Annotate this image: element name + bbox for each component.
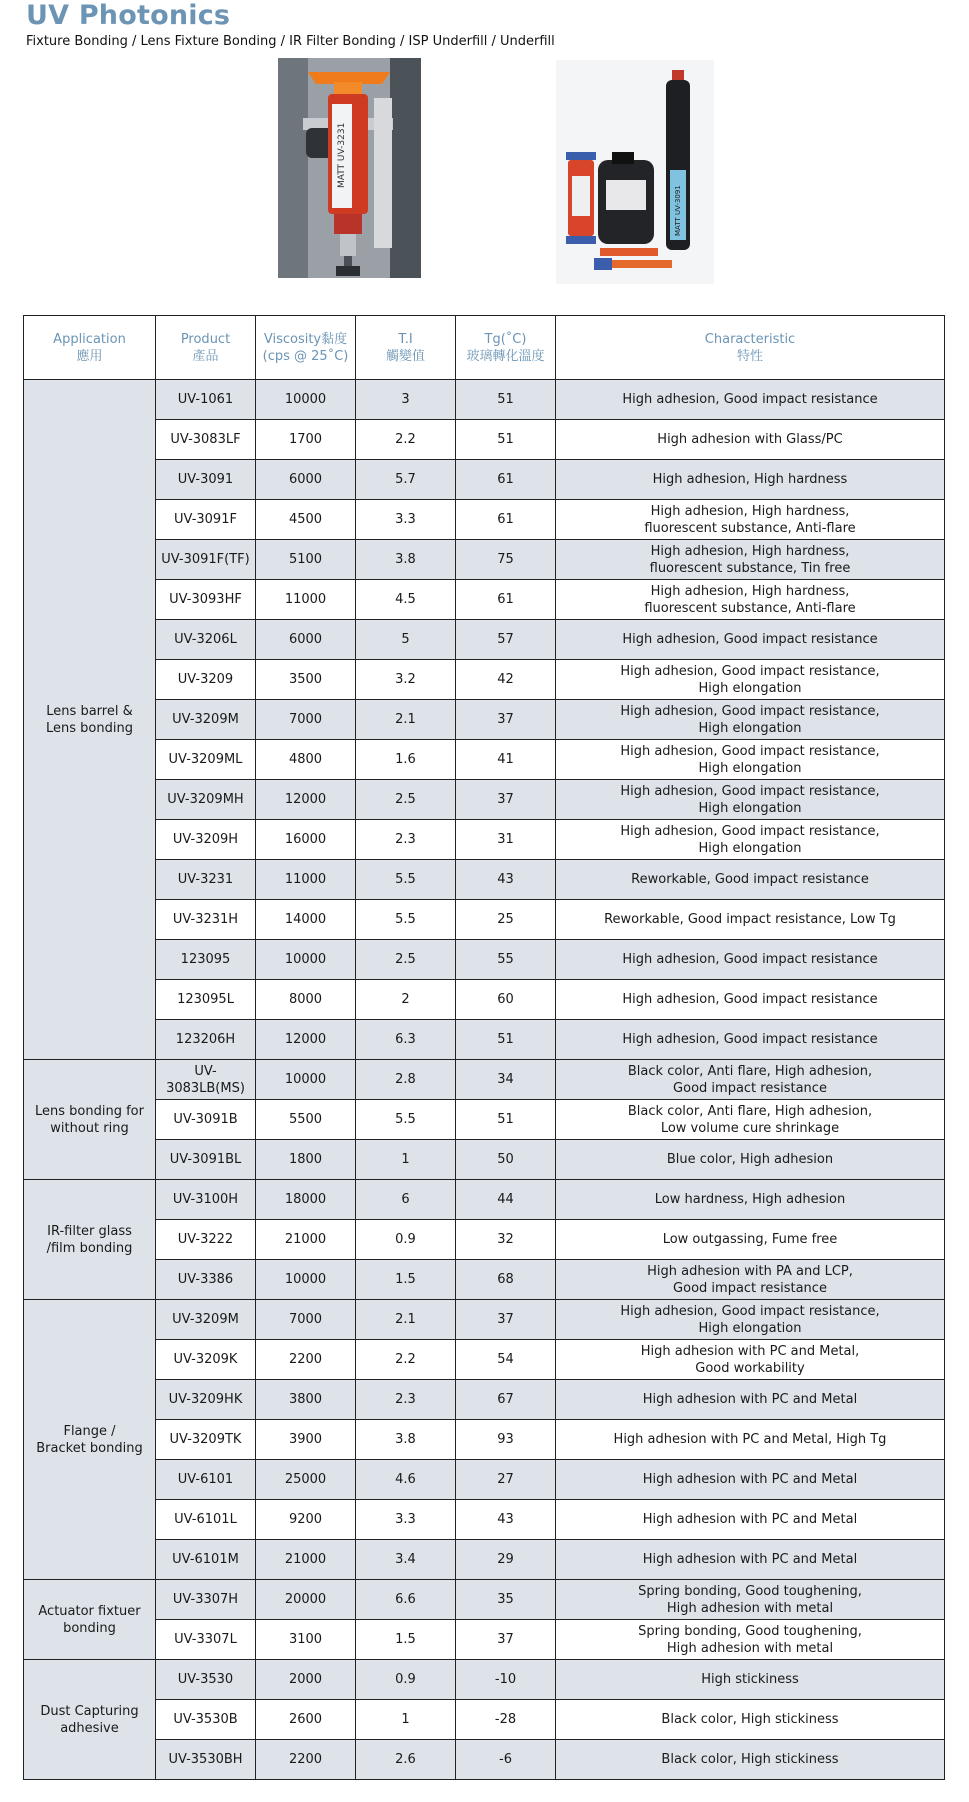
table-row [24, 660, 945, 700]
syringe-label: MATT UV-3231 [337, 122, 347, 188]
product-cell: UV-3093HF [156, 580, 256, 620]
characteristic-cell: High adhesion, Good impact resistance, High elongation [556, 780, 945, 820]
viscosity-cell: 6000 [256, 620, 356, 660]
application-cell: Actuator fixtuer bonding [24, 1580, 156, 1660]
product-bottles-illustration [556, 60, 714, 284]
ti-cell: 2.3 [356, 820, 456, 860]
ti-cell: 3.3 [356, 1500, 456, 1540]
characteristic-cell: High adhesion, High hardness, fluorescent substance, Tin free [556, 540, 945, 580]
product-cell: 123206H [156, 1020, 256, 1060]
application-cell: Lens bonding for without ring [24, 1060, 156, 1180]
characteristic-cell: Spring bonding, Good toughening, High adhesion with metal [556, 1580, 945, 1620]
tg-cell: 68 [456, 1260, 556, 1300]
viscosity-cell: 16000 [256, 820, 356, 860]
product-cell: UV-3386 [156, 1260, 256, 1300]
product-cell: UV-3209TK [156, 1420, 256, 1460]
table-row [24, 1740, 945, 1780]
table-row [24, 460, 945, 500]
header-tg: Tg(˚C) 玻璃轉化溫度 [456, 316, 556, 380]
viscosity-cell: 20000 [256, 1580, 356, 1620]
viscosity-cell: 10000 [256, 1260, 356, 1300]
ti-cell: 2.2 [356, 1340, 456, 1380]
product-cell: UV-3100H [156, 1180, 256, 1220]
table-row [24, 1420, 945, 1460]
table-row [24, 1220, 945, 1260]
product-table [23, 315, 945, 1780]
viscosity-cell: 9200 [256, 1500, 356, 1540]
product-cell: UV-3209H [156, 820, 256, 860]
ti-cell: 1.5 [356, 1620, 456, 1660]
ti-cell: 5 [356, 620, 456, 660]
viscosity-cell: 2000 [256, 1660, 356, 1700]
viscosity-cell: 11000 [256, 580, 356, 620]
ti-cell: 3.2 [356, 660, 456, 700]
table-row [24, 1620, 945, 1660]
table-row [24, 1300, 945, 1340]
characteristic-cell: High adhesion with PC and Metal, High Tg [556, 1420, 945, 1460]
product-cell: UV-3091F(TF) [156, 540, 256, 580]
ti-cell: 5.5 [356, 900, 456, 940]
tg-cell: 34 [456, 1060, 556, 1100]
viscosity-cell: 10000 [256, 940, 356, 980]
table-row [24, 940, 945, 980]
characteristic-cell: High adhesion with PC and Metal [556, 1460, 945, 1500]
characteristic-cell: High adhesion, High hardness [556, 460, 945, 500]
ti-cell: 2.8 [356, 1060, 456, 1100]
table-row [24, 1260, 945, 1300]
product-cell: UV-3530BH [156, 1740, 256, 1780]
product-photo-packaging [556, 60, 714, 284]
viscosity-cell: 12000 [256, 1020, 356, 1060]
tg-cell: 51 [456, 1020, 556, 1060]
ti-cell: 2.5 [356, 780, 456, 820]
product-cell: UV-3091B [156, 1100, 256, 1140]
tg-cell: 37 [456, 780, 556, 820]
characteristic-cell: High adhesion, Good impact resistance [556, 620, 945, 660]
tg-cell: 29 [456, 1540, 556, 1580]
product-cell: UV-3091 [156, 460, 256, 500]
characteristic-cell: High adhesion with PC and Metal [556, 1540, 945, 1580]
table-row [24, 1100, 945, 1140]
product-cell: UV-3209MH [156, 780, 256, 820]
tg-cell: 75 [456, 540, 556, 580]
tg-cell: -28 [456, 1700, 556, 1740]
viscosity-cell: 4500 [256, 500, 356, 540]
table-row [24, 580, 945, 620]
characteristic-cell: High adhesion, Good impact resistance, High elongation [556, 700, 945, 740]
table-body [24, 380, 945, 1780]
characteristic-cell: High adhesion with PA and LCP, Good impact resistance [556, 1260, 945, 1300]
characteristic-cell: Low outgassing, Fume free [556, 1220, 945, 1260]
product-cell: UV-3083LF [156, 420, 256, 460]
ti-cell: 6.3 [356, 1020, 456, 1060]
ti-cell: 2 [356, 980, 456, 1020]
product-cell: UV-3209HK [156, 1380, 256, 1420]
product-cell: UV-3530B [156, 1700, 256, 1740]
product-cell: UV-3231H [156, 900, 256, 940]
product-cell: 123095 [156, 940, 256, 980]
table-row [24, 380, 945, 420]
table-row [24, 1140, 945, 1180]
characteristic-cell: Low hardness, High adhesion [556, 1180, 945, 1220]
tg-cell: 25 [456, 900, 556, 940]
characteristic-cell: High adhesion, Good impact resistance [556, 980, 945, 1020]
viscosity-cell: 3900 [256, 1420, 356, 1460]
ti-cell: 2.5 [356, 940, 456, 980]
characteristic-cell: Reworkable, Good impact resistance [556, 860, 945, 900]
viscosity-cell: 4800 [256, 740, 356, 780]
viscosity-cell: 11000 [256, 860, 356, 900]
table-row [24, 820, 945, 860]
characteristic-cell: High stickiness [556, 1660, 945, 1700]
characteristic-cell: Blue color, High adhesion [556, 1140, 945, 1180]
tg-cell: 35 [456, 1580, 556, 1620]
tg-cell: 54 [456, 1340, 556, 1380]
tg-cell: 31 [456, 820, 556, 860]
tg-cell: 50 [456, 1140, 556, 1180]
ti-cell: 2.1 [356, 700, 456, 740]
ti-cell: 2.6 [356, 1740, 456, 1780]
viscosity-cell: 7000 [256, 1300, 356, 1340]
viscosity-cell: 7000 [256, 700, 356, 740]
viscosity-cell: 8000 [256, 980, 356, 1020]
product-cell: UV-3222 [156, 1220, 256, 1260]
ti-cell: 1 [356, 1700, 456, 1740]
product-cell: UV-6101L [156, 1500, 256, 1540]
application-cell: Lens barrel & Lens bonding [24, 380, 156, 1060]
table-row [24, 1460, 945, 1500]
characteristic-cell: High adhesion, Good impact resistance, High elongation [556, 740, 945, 780]
table-row [24, 620, 945, 660]
viscosity-cell: 5100 [256, 540, 356, 580]
tg-cell: 51 [456, 1100, 556, 1140]
product-cell: UV-3307H [156, 1580, 256, 1620]
table-row [24, 1020, 945, 1060]
table-row [24, 420, 945, 460]
tg-cell: 32 [456, 1220, 556, 1260]
ti-cell: 2.3 [356, 1380, 456, 1420]
cartridge-label: MATT UV-3091 [674, 185, 682, 236]
characteristic-cell: Black color, Anti flare, High adhesion, Good impact resistance [556, 1060, 945, 1100]
table-row [24, 500, 945, 540]
table-row [24, 1580, 945, 1620]
characteristic-cell: High adhesion, High hardness, fluorescent substance, Anti-flare [556, 580, 945, 620]
tg-cell: 55 [456, 940, 556, 980]
ti-cell: 3.8 [356, 1420, 456, 1460]
table-row [24, 1060, 945, 1100]
tg-cell: 93 [456, 1420, 556, 1460]
product-cell: UV-3206L [156, 620, 256, 660]
viscosity-cell: 3100 [256, 1620, 356, 1660]
table-row [24, 1540, 945, 1580]
ti-cell: 4.5 [356, 580, 456, 620]
table-row [24, 740, 945, 780]
product-photo-dispenser [278, 58, 421, 278]
table-row [24, 700, 945, 740]
product-cell: UV-6101M [156, 1540, 256, 1580]
tg-cell: 51 [456, 420, 556, 460]
product-cell: UV-3307L [156, 1620, 256, 1660]
ti-cell: 3.4 [356, 1540, 456, 1580]
ti-cell: 2.2 [356, 420, 456, 460]
product-cell: UV-3209ML [156, 740, 256, 780]
table-header-row [24, 316, 945, 380]
tg-cell: 51 [456, 380, 556, 420]
viscosity-cell: 3500 [256, 660, 356, 700]
characteristic-cell: High adhesion, High hardness, fluorescent substance, Anti-flare [556, 500, 945, 540]
tg-cell: 43 [456, 1500, 556, 1540]
viscosity-cell: 18000 [256, 1180, 356, 1220]
viscosity-cell: 3800 [256, 1380, 356, 1420]
product-cell: UV-3091F [156, 500, 256, 540]
characteristic-cell: High adhesion with PC and Metal [556, 1380, 945, 1420]
viscosity-cell: 6000 [256, 460, 356, 500]
viscosity-cell: 2600 [256, 1700, 356, 1740]
table-row [24, 860, 945, 900]
product-cell: UV-3209K [156, 1340, 256, 1380]
ti-cell: 0.9 [356, 1220, 456, 1260]
application-cell: Dust Capturing adhesive [24, 1660, 156, 1780]
ti-cell: 3 [356, 380, 456, 420]
ti-cell: 3.8 [356, 540, 456, 580]
ti-cell: 1.6 [356, 740, 456, 780]
table-row [24, 1700, 945, 1740]
product-cell: UV-3209M [156, 700, 256, 740]
viscosity-cell: 5500 [256, 1100, 356, 1140]
ti-cell: 1.5 [356, 1260, 456, 1300]
characteristic-cell: High adhesion, Good impact resistance [556, 1020, 945, 1060]
application-cell: IR-filter glass /film bonding [24, 1180, 156, 1300]
characteristic-cell: High adhesion with PC and Metal, Good workability [556, 1340, 945, 1380]
tg-cell: 57 [456, 620, 556, 660]
header-product: Product 產品 [156, 316, 256, 380]
tg-cell: 61 [456, 500, 556, 540]
tg-cell: 42 [456, 660, 556, 700]
characteristic-cell: High adhesion with Glass/PC [556, 420, 945, 460]
ti-cell: 0.9 [356, 1660, 456, 1700]
product-cell: UV-3209 [156, 660, 256, 700]
characteristic-cell: High adhesion, Good impact resistance, High elongation [556, 1300, 945, 1340]
tg-cell: 41 [456, 740, 556, 780]
product-cell: UV-3209M [156, 1300, 256, 1340]
ti-cell: 2.1 [356, 1300, 456, 1340]
viscosity-cell: 2200 [256, 1740, 356, 1780]
syringe-dispenser-illustration [278, 58, 421, 278]
table-row [24, 1380, 945, 1420]
viscosity-cell: 25000 [256, 1460, 356, 1500]
ti-cell: 3.3 [356, 500, 456, 540]
page-subtitle: Fixture Bonding / Lens Fixture Bonding / IR Filter Bonding / ISP Underfill / Underfill [26, 34, 555, 49]
characteristic-cell: High adhesion, Good impact resistance, High elongation [556, 820, 945, 860]
product-cell: UV-6101 [156, 1460, 256, 1500]
header-viscosity: Viscosity黏度 (cps @ 25˚C) [256, 316, 356, 380]
viscosity-cell: 14000 [256, 900, 356, 940]
ti-cell: 5.5 [356, 1100, 456, 1140]
viscosity-cell: 10000 [256, 1060, 356, 1100]
tg-cell: 60 [456, 980, 556, 1020]
table-row [24, 1660, 945, 1700]
header-ti: T.I 觸變值 [356, 316, 456, 380]
tg-cell: 61 [456, 580, 556, 620]
viscosity-cell: 1800 [256, 1140, 356, 1180]
tg-cell: 43 [456, 860, 556, 900]
product-cell: UV-1061 [156, 380, 256, 420]
header-characteristic: Characteristic 特性 [556, 316, 945, 380]
characteristic-cell: Black color, Anti flare, High adhesion, Low volume cure shrinkage [556, 1100, 945, 1140]
tg-cell: 37 [456, 1620, 556, 1660]
viscosity-cell: 21000 [256, 1540, 356, 1580]
product-cell: UV-3231 [156, 860, 256, 900]
tg-cell: 37 [456, 700, 556, 740]
viscosity-cell: 1700 [256, 420, 356, 460]
table-row [24, 1500, 945, 1540]
product-cell: UV-3530 [156, 1660, 256, 1700]
table-row [24, 900, 945, 940]
ti-cell: 6 [356, 1180, 456, 1220]
page-title: UV Photonics [26, 0, 231, 31]
ti-cell: 4.6 [356, 1460, 456, 1500]
ti-cell: 5.5 [356, 860, 456, 900]
characteristic-cell: Black color, High stickiness [556, 1740, 945, 1780]
header-application: Application 應用 [24, 316, 156, 380]
table-row [24, 980, 945, 1020]
characteristic-cell: Reworkable, Good impact resistance, Low Tg [556, 900, 945, 940]
application-cell: Flange / Bracket bonding [24, 1300, 156, 1580]
ti-cell: 1 [356, 1140, 456, 1180]
tg-cell: 61 [456, 460, 556, 500]
characteristic-cell: High adhesion, Good impact resistance [556, 380, 945, 420]
tg-cell: 37 [456, 1300, 556, 1340]
ti-cell: 5.7 [356, 460, 456, 500]
product-cell: UV-3083LB(MS) [156, 1060, 256, 1100]
tg-cell: -10 [456, 1660, 556, 1700]
product-cell: UV-3091BL [156, 1140, 256, 1180]
tg-cell: 44 [456, 1180, 556, 1220]
table-row [24, 540, 945, 580]
characteristic-cell: High adhesion, Good impact resistance [556, 940, 945, 980]
characteristic-cell: High adhesion with PC and Metal [556, 1500, 945, 1540]
viscosity-cell: 10000 [256, 380, 356, 420]
ti-cell: 6.6 [356, 1580, 456, 1620]
table-row [24, 1180, 945, 1220]
product-cell: 123095L [156, 980, 256, 1020]
viscosity-cell: 12000 [256, 780, 356, 820]
viscosity-cell: 2200 [256, 1340, 356, 1380]
viscosity-cell: 21000 [256, 1220, 356, 1260]
tg-cell: 67 [456, 1380, 556, 1420]
characteristic-cell: Black color, High stickiness [556, 1700, 945, 1740]
characteristic-cell: Spring bonding, Good toughening, High adhesion with metal [556, 1620, 945, 1660]
characteristic-cell: High adhesion, Good impact resistance, High elongation [556, 660, 945, 700]
tg-cell: 27 [456, 1460, 556, 1500]
tg-cell: -6 [456, 1740, 556, 1780]
table-row [24, 1340, 945, 1380]
table-row [24, 780, 945, 820]
